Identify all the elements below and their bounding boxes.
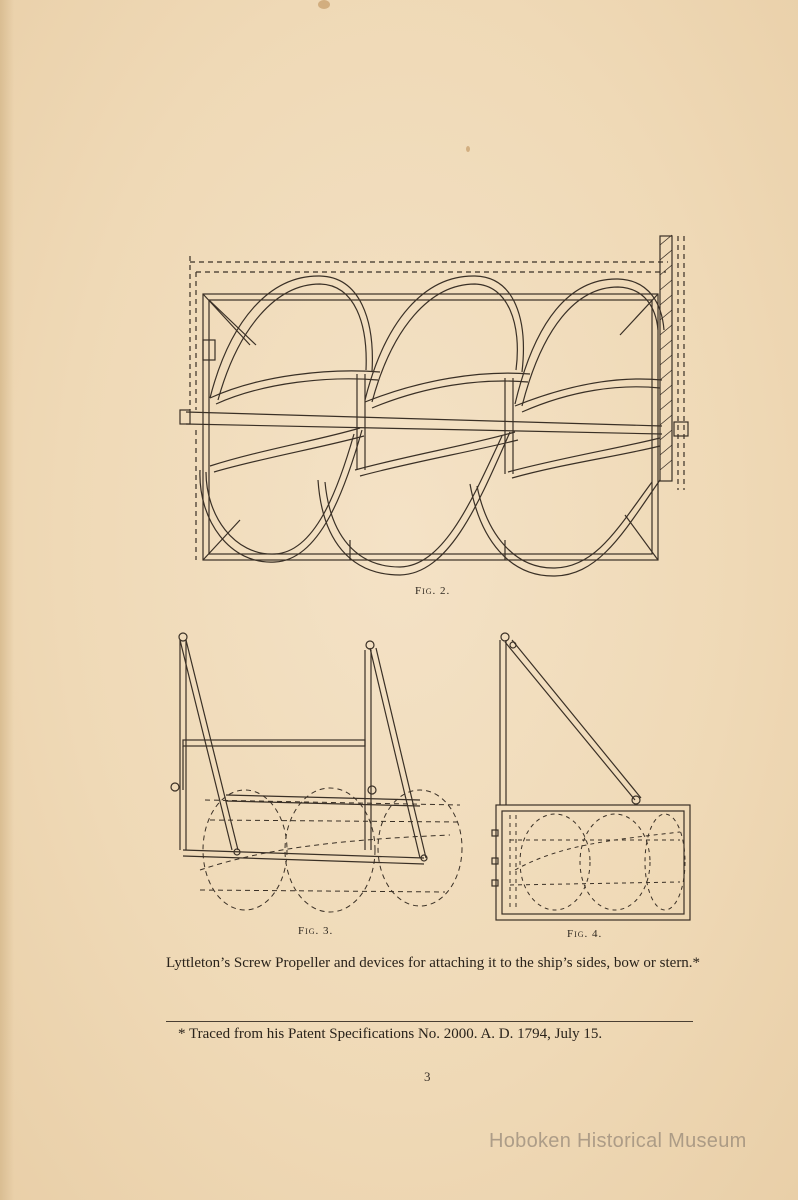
- figure-2-caption: Fig. 2.: [415, 585, 451, 597]
- figure-3-caption: Fig. 3.: [298, 925, 334, 937]
- page-number: 3: [424, 1069, 431, 1084]
- figure-4-caption: Fig. 4.: [567, 928, 603, 940]
- museum-watermark: Hoboken Historical Museum: [489, 1130, 747, 1152]
- footnote-rule: [166, 1021, 693, 1022]
- figure-caption-text: Lyttleton’s Screw Propeller and devices for attaching it to the ship’s sides, bow or stern.*: [166, 955, 701, 971]
- footnote: * Traced from his Patent Specifications No. 2000. A. D. 1794, July 15.: [178, 1026, 603, 1042]
